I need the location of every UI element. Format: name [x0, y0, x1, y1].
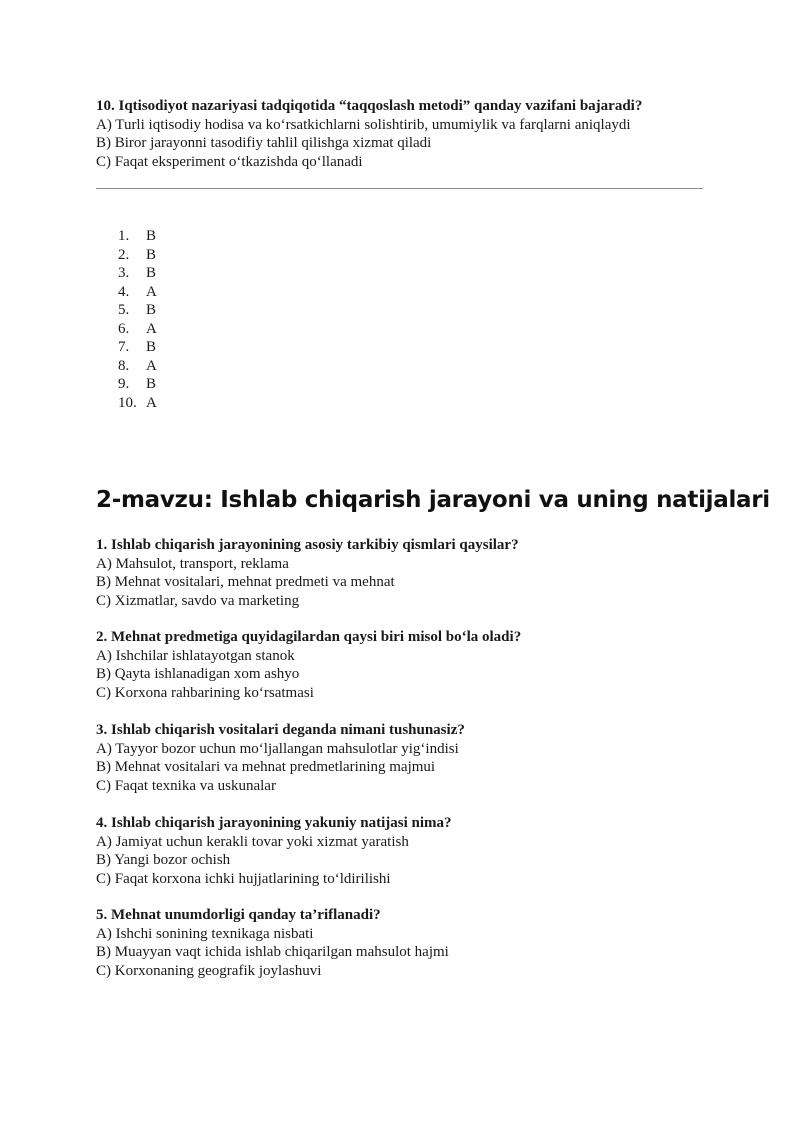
question-title: 10. Iqtisodiyot nazariyasi tadqiqotida “taqqoslash metodi” qanday vazifani bajaradi? [96, 98, 643, 114]
option-c: C) Faqat eksperiment o‘tkazishda qo‘llanadi [96, 153, 363, 170]
answer-letter: A [146, 320, 157, 337]
answer-key-item [118, 394, 157, 413]
option-b: B) Mehnat vositalari, mehnat predmeti va mehnat [96, 574, 395, 590]
option-b: B) Yangi bozor ochish [96, 852, 231, 868]
question-title: 4. Ishlab chiqarish jarayonining yakuniy natijasi nima? [96, 815, 452, 831]
answer-key-item [118, 227, 157, 246]
section-heading: 2-mavzu: Ishlab chiqarish jarayoni va uning natijalari [96, 487, 770, 513]
answer-letter: B [146, 302, 157, 318]
answer-number: 7. [118, 339, 130, 355]
answer-key-item [118, 375, 157, 394]
option-b: B) Biror jarayonni tasodifiy tahlil qilishga xizmat qiladi [96, 135, 432, 151]
question-title: 3. Ishlab chiqarish vositalari deganda nimani tushunasiz? [96, 722, 465, 738]
answer-key-item [118, 338, 157, 357]
option-b: B) Mehnat vositalari va mehnat predmetlarining majmui [96, 759, 436, 775]
answer-number: 6. [118, 320, 130, 337]
answer-letter: A [146, 394, 157, 411]
answer-number: 9. [118, 376, 130, 392]
horizontal-rule [96, 188, 703, 189]
option-c: C) Xizmatlar, savdo va marketing [96, 592, 300, 609]
question-block-5 [96, 906, 716, 980]
answer-number: 3. [118, 265, 130, 281]
answer-key-list [118, 227, 157, 412]
answer-number: 4. [118, 283, 130, 300]
answer-number: 5. [118, 302, 130, 318]
answer-key-item [118, 283, 157, 302]
question-block-3 [96, 721, 716, 795]
answer-number: 10. [118, 394, 137, 411]
answer-letter: B [146, 339, 157, 355]
option-b: B) Muayyan vaqt ichida ishlab chiqarilgan mahsulot hajmi [96, 944, 449, 960]
answer-letter: B [146, 246, 157, 263]
answer-number: 2. [118, 246, 130, 263]
answer-key-item [118, 246, 157, 265]
answer-number: 1. [118, 228, 130, 244]
option-c: C) Faqat korxona ichki hujjatlarining to‘ldirilishi [96, 870, 391, 887]
option-a: A) Mahsulot, transport, reklama [96, 555, 289, 572]
answer-key-item [118, 357, 157, 376]
option-c: C) Korxonaning geografik joylashuvi [96, 962, 322, 979]
answer-key-item [118, 264, 157, 283]
option-b: B) Qayta ishlanadigan xom ashyo [96, 666, 300, 682]
answer-letter: B [146, 376, 157, 392]
question-title: 1. Ishlab chiqarish jarayonining asosiy tarkibiy qismlari qaysilar? [96, 537, 519, 553]
option-a: A) Tayyor bozor uchun mo‘ljallangan mahsulotlar yig‘indisi [96, 740, 459, 757]
option-c: C) Korxona rahbarining ko‘rsatmasi [96, 684, 314, 701]
question-title: 2. Mehnat predmetiga quyidagilardan qaysi biri misol bo‘la oladi? [96, 629, 522, 645]
answer-key-item [118, 301, 157, 320]
option-a: A) Jamiyat uchun kerakli tovar yoki xizmat yaratish [96, 833, 409, 850]
answer-letter: B [146, 265, 157, 281]
answer-key-item [118, 320, 157, 339]
answer-letter: A [146, 357, 157, 374]
option-a: A) Ishchi sonining texnikaga nisbati [96, 925, 314, 942]
option-a: A) Ishchilar ishlatayotgan stanok [96, 647, 295, 664]
question-title: 5. Mehnat unumdorligi qanday ta’riflanadi? [96, 907, 381, 923]
question-block-2 [96, 628, 716, 702]
option-c: C) Faqat texnika va uskunalar [96, 777, 276, 794]
question-block-1 [96, 536, 716, 610]
answer-letter: B [146, 228, 157, 244]
answer-number: 8. [118, 357, 130, 374]
answer-letter: A [146, 283, 157, 300]
question-block-4 [96, 814, 716, 888]
question-block-prev-10 [96, 97, 716, 171]
option-a: A) Turli iqtisodiy hodisa va ko‘rsatkichlarni solishtirib, umumiylik va farqlarni aniqlaydi [96, 116, 631, 133]
